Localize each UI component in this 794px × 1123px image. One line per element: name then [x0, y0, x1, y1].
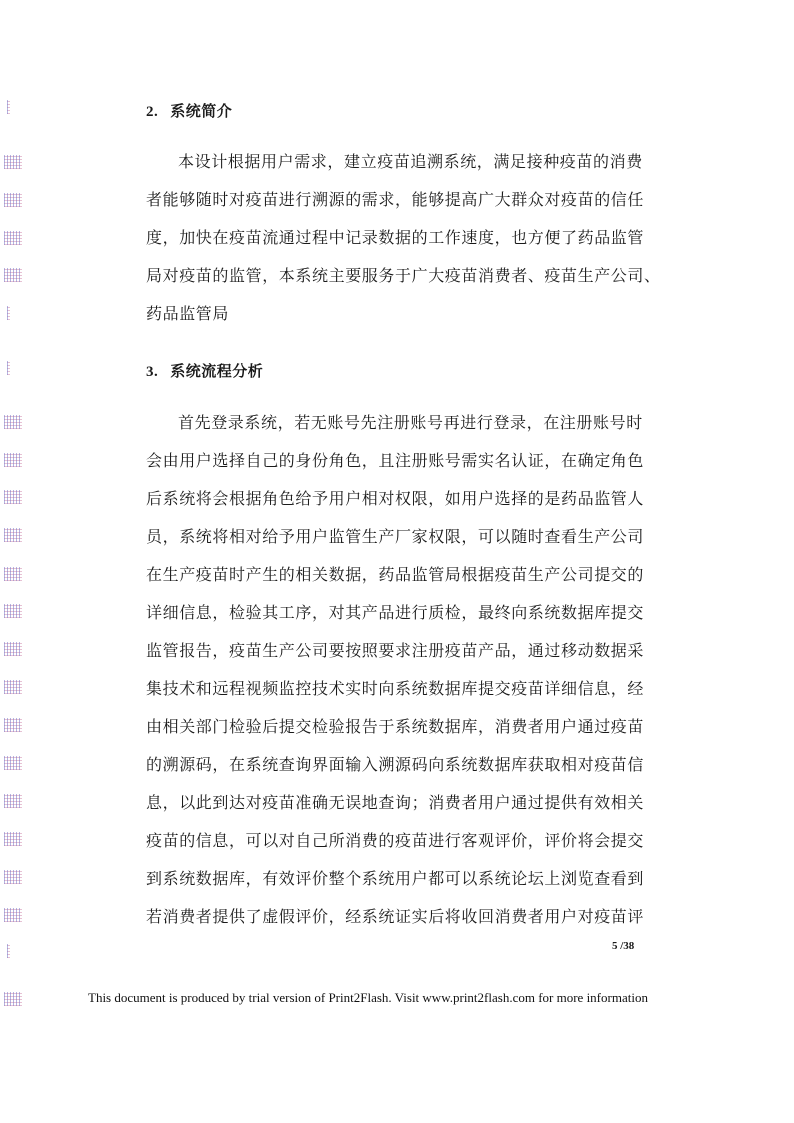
gutter-artifact — [4, 642, 22, 656]
paragraph-line: 员，系统将相对给予用户监管生产厂家权限，可以随时查看生产公司 — [146, 527, 645, 546]
gutter-artifact — [4, 415, 22, 429]
paragraph-line: 局对疫苗的监管，本系统主要服务于广大疫苗消费者、疫苗生产公司、 — [146, 266, 661, 285]
section-title: 系统简介 — [170, 102, 233, 120]
page-number: 5 /38 — [612, 940, 635, 952]
gutter-artifact — [4, 268, 22, 282]
paragraph-line: 者能够随时对疫苗进行溯源的需求，能够提高广大群众对疫苗的信任 — [146, 190, 645, 209]
paragraph-line: 本设计根据用户需求，建立疫苗追溯系统，满足接种疫苗的消费 — [178, 152, 643, 171]
paragraph-line: 疫苗的信息，可以对自己所消费的疫苗进行客观评价，评价将会提交 — [146, 831, 645, 850]
section-heading — [146, 100, 232, 121]
paragraph-line: 集技术和远程视频监控技术实时向系统数据库提交疫苗详细信息，经 — [146, 679, 645, 698]
gutter-artifact — [4, 718, 22, 732]
gutter-artifact — [4, 992, 22, 1006]
gutter-artifact — [7, 306, 10, 320]
gutter-artifact — [4, 756, 22, 770]
gutter-artifact — [7, 944, 10, 958]
gutter-artifact — [7, 361, 10, 375]
gutter-artifact — [4, 453, 22, 467]
gutter-artifact — [4, 832, 22, 846]
paragraph-line: 若消费者提供了虚假评价，经系统证实后将收回消费者用户对疫苗评 — [146, 907, 645, 926]
gutter-artifact — [4, 490, 22, 504]
paragraph-line: 首先登录系统，若无账号先注册账号再进行登录，在注册账号时 — [178, 413, 643, 432]
paragraph-line: 后系统将会根据角色给予用户相对权限，如用户选择的是药品监管人 — [146, 489, 645, 508]
paragraph-line: 由相关部门检验后提交检验报告于系统数据库，消费者用户通过疫苗 — [146, 717, 645, 736]
paragraph-line: 息，以此到达对疫苗准确无误地查询；消费者用户通过提供有效相关 — [146, 793, 645, 812]
gutter-artifact — [4, 908, 22, 922]
section-heading — [146, 360, 263, 381]
gutter-artifact — [7, 100, 10, 114]
paragraph-line: 药品监管局 — [146, 304, 230, 323]
paragraph-line: 到系统数据库，有效评价整个系统用户都可以系统论坛上浏览查看到 — [146, 869, 645, 888]
paragraph-line: 会由用户选择自己的身份角色，且注册账号需实名认证，在确定角色 — [146, 451, 645, 470]
paragraph-line: 在生产疫苗时产生的相关数据，药品监管局根据疫苗生产公司提交的 — [146, 565, 645, 584]
section-title: 系统流程分析 — [170, 362, 264, 380]
gutter-artifact — [4, 231, 22, 245]
gutter-artifact — [4, 193, 22, 207]
paragraph-line: 度，加快在疫苗流通过程中记录数据的工作速度，也方便了药品监管 — [146, 228, 645, 247]
gutter-artifact — [4, 155, 22, 169]
paragraph-line: 的溯源码，在系统查询界面输入溯源码向系统数据库获取相对疫苗信 — [146, 755, 645, 774]
gutter-artifact — [4, 794, 22, 808]
trial-watermark-footer: This document is produced by trial version of Print2Flash. Visit www.print2flash.com for more information — [88, 990, 648, 1005]
paragraph-line: 监管报告，疫苗生产公司要按照要求注册疫苗产品，通过移动数据采 — [146, 641, 645, 660]
section-number: 3. — [146, 364, 159, 380]
gutter-artifact — [4, 528, 22, 542]
gutter-artifact — [4, 680, 22, 694]
gutter-artifact — [4, 604, 22, 618]
section-number: 2. — [146, 104, 159, 120]
paragraph-line: 详细信息，检验其工序，对其产品进行质检，最终向系统数据库提交 — [146, 603, 645, 622]
gutter-artifact — [4, 870, 22, 884]
gutter-artifact — [4, 567, 22, 581]
